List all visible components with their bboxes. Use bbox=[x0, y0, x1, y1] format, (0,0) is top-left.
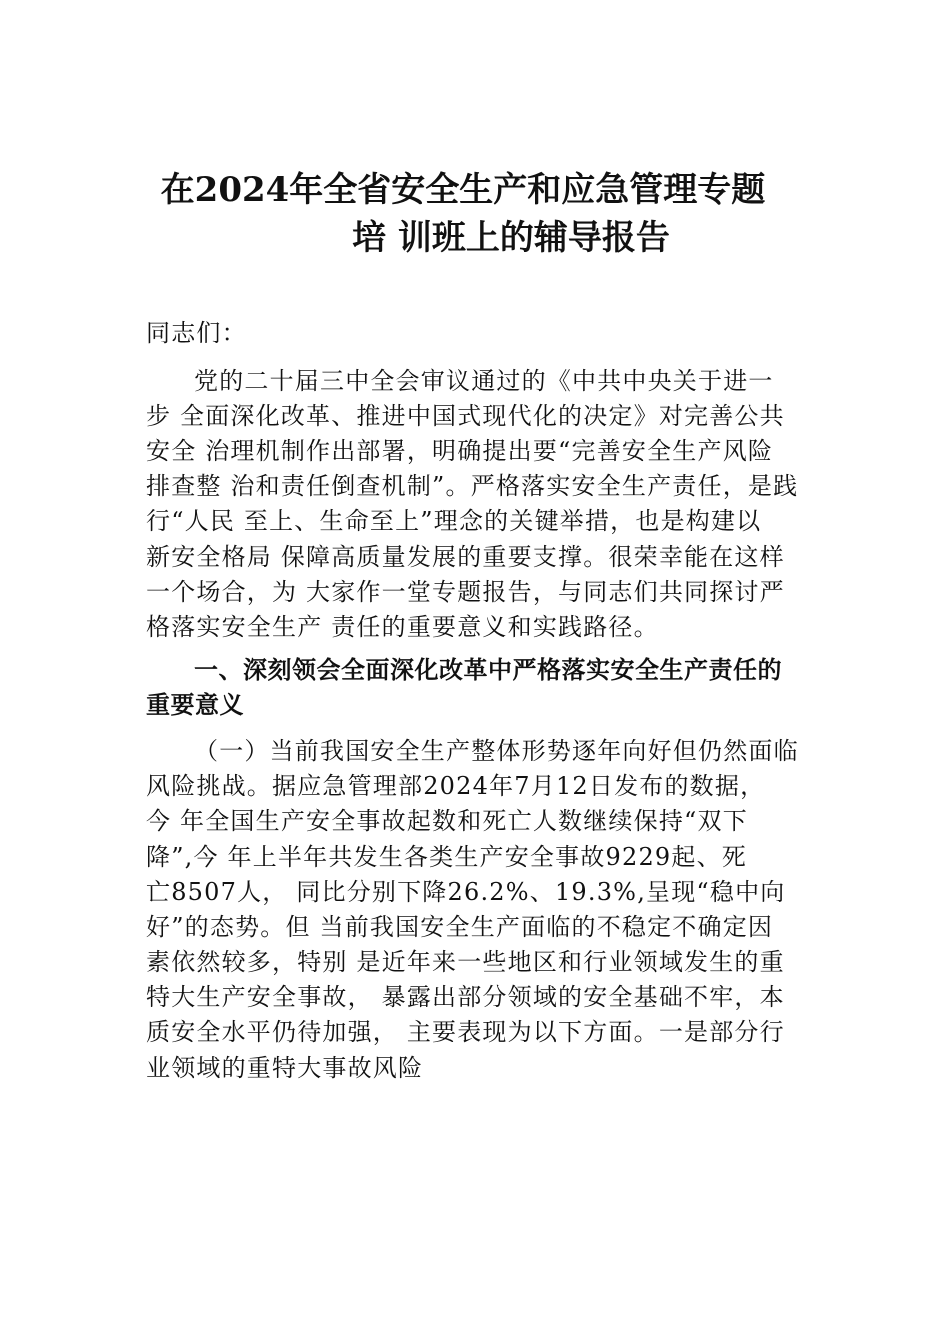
paragraph-1-line: 行“人民 至上、生命至上”理念的关键举措，也是构建以 bbox=[146, 507, 762, 535]
paragraph-1-line: 新安全格局 保障高质量发展的重要支撑。很荣幸能在这样 bbox=[146, 543, 785, 571]
paragraph-2-line: 风险挑战。据应急管理部2024年7月12日发布的数据， bbox=[146, 772, 766, 800]
section-1-heading-line-2: 重要意义 bbox=[146, 691, 244, 719]
paragraph-1-line: 格落实安全生产 责任的重要意义和实践路径。 bbox=[146, 613, 659, 641]
paragraph-2-line: 特大生产安全事故， 暴露出部分领域的安全基础不牢，本 bbox=[146, 983, 785, 1011]
paragraph-2-line: 好”的态势。但 当前我国安全生产面临的不稳定不确定因 bbox=[146, 913, 774, 941]
document-title-line-2: 培 训班上的辅导报告 bbox=[352, 218, 670, 258]
paragraph-2-line: 素依然较多，特别 是近年来一些地区和行业领域发生的重 bbox=[146, 948, 785, 976]
paragraph-1-line: 安全 治理机制作出部署，明确提出要“完善安全生产风险 bbox=[146, 437, 774, 465]
document-title-line-1: 在2024年全省安全生产和应急管理专题 bbox=[160, 170, 766, 210]
paragraph-2-line: 质安全水平仍待加强， 主要表现为以下方面。一是部分行 bbox=[146, 1018, 785, 1046]
paragraph-1-line: 一个场合，为 大家作一堂专题报告，与同志们共同探讨严 bbox=[146, 578, 785, 606]
salutation: 同志们： bbox=[146, 319, 247, 347]
section-1-heading-line-1: 一、深刻领会全面深化改革中严格落实安全生产责任的 bbox=[194, 656, 782, 684]
paragraph-2-line: （一）当前我国安全生产整体形势逐年向好但仍然面临 bbox=[194, 737, 799, 765]
paragraph-1-line: 步 全面深化改革、推进中国式现代化的决定》对完善公共 bbox=[146, 402, 785, 430]
paragraph-1-line: 排查整 治和责任倒查机制”。严格落实安全生产责任，是践 bbox=[146, 472, 799, 500]
paragraph-1-line: 党的二十届三中全会审议通过的《中共中央关于进一 bbox=[194, 367, 774, 395]
paragraph-2-line: 业领域的重特大事故风险 bbox=[146, 1054, 424, 1082]
paragraph-2-line: 降”,今 年上半年共发生各类生产安全事故9229起、死 bbox=[146, 843, 748, 871]
paragraph-2-line: 亡8507人， 同比分别下降26.2%、19.3%,呈现“稳中向 bbox=[146, 878, 786, 906]
paragraph-2-line: 今 年全国生产安全事故起数和死亡人数继续保持“双下 bbox=[146, 807, 748, 835]
